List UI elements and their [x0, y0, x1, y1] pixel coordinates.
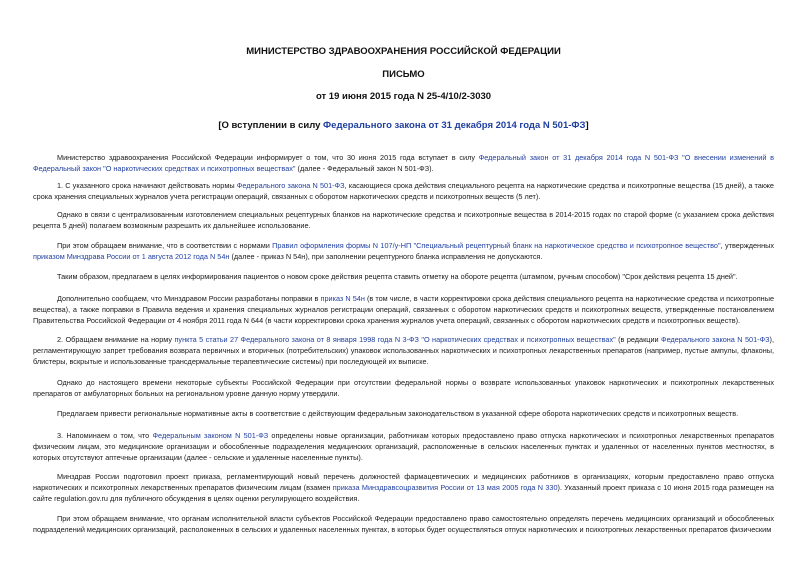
paragraph-text: (далее - приказ N 54н), при заполнении рецептурного бланка исправления не допускаются.	[229, 252, 543, 261]
paragraph-text: При этом обращаем внимание, что в соответствии с нормами	[57, 241, 273, 250]
paragraph-3	[33, 430, 774, 463]
subject-law-link[interactable]: Федерального закона от 31 декабря 2014 года N 501-ФЗ	[323, 120, 586, 131]
document-date-number: от 19 июня 2015 года N 25-4/10/2-3030	[315, 91, 492, 102]
form-107-rules-link[interactable]: Правил оформления формы N 107/у-НП "Специальный рецептурный бланк на наркотическое средство и психотропное вещество"	[272, 241, 721, 250]
ministry-heading: МИНИСТЕРСТВО ЗДРАВООХРАНЕНИЯ РОССИЙСКОЙ ФЕДЕРАЦИИ	[246, 46, 561, 57]
paragraph-regions	[33, 377, 774, 399]
paragraph-text: Предлагаем привести региональные нормативные акты в соответствие с действующим федеральным законодательством в указанной сфере оборота наркотических средств и психотропных веществ.	[57, 409, 739, 418]
paragraph-text: Однако до настоящего времени некоторые субъекты Российской Федерации при отсутствии федеральной нормы о возврате использованных упаковок наркотических и психотропных лекарственных препаратов от амбулаторных больных на региональном уровне данную норму утвердили.	[33, 378, 774, 398]
paragraph-text: (далее - Федеральный закон N 501-ФЗ).	[295, 164, 434, 173]
law-501-fz-link[interactable]: Федерального закона N 501-ФЗ	[661, 335, 770, 344]
law-501-fz-link[interactable]: Федерального закона N 501-ФЗ	[236, 181, 345, 190]
paragraph-text: определены новые организации, работникам которых предоставлено право отпуска наркотических и психотропных лекарственных препаратов физическим лицам, это медицинские организации и обособленные подразделения медицинских организаций, расположенные в сельских населенных пунктах и удаленных от населенных пунктов местностях, в которых отсутствуют аптечные организации (далее - сельские и удаленные населенные пункты).	[33, 431, 774, 462]
paragraph-text: (в редакции	[615, 335, 662, 344]
paragraph-authorities	[33, 513, 774, 535]
paragraph-1	[33, 180, 774, 202]
document-type: ПИСЬМО	[382, 69, 425, 80]
subject-prefix: [О вступлении в силу	[218, 120, 324, 131]
paragraph-2	[33, 334, 774, 367]
paragraph-rules	[33, 240, 774, 262]
paragraph-text: Минздрав России подготовил проект приказа, регламентирующий новый перечень должностей фармацевтических и медицинских работников в организациях, которым предоставлено право отпуска наркотических и психотропных лекарственных препаратов физическим лицам (взамен	[33, 472, 774, 492]
paragraph-text: ). Указанный проект приказа с 10 июня 2015 года размещен на сайте regulation.gov.ru для публичного обсуждения в целях оценки регулирующего воздействия.	[33, 483, 774, 503]
paragraph-text: Однако в связи с централизованным изготовлением специальных рецептурных бланков на наркотические средства и психотропные вещества в 2014-2015 годах по старой форме (с указанием срока действия рецепта 5 дней) полагаем возможным разрешить их дальнейшее использование.	[33, 210, 774, 230]
paragraph-text: ), регламентирующую запрет требования возврата первичных и вторичных (потребительских) упаковок использованных наркотических и психотропных лекарственных препаратов (например, пустые ампулы, флаконы, блистеры, вскрытые и использованные трансдермальные терапевтические системы) при последующей их выписке.	[33, 335, 774, 366]
paragraph-text: (в том числе, в части корректировки срока действия специального рецепта на наркотические средства и психотропные вещества), а также поправки в Правила ведения и хранения специальных журналов регистрации операций, связанных с оборотом наркотических средств и психотропных веществ, утвержденные постановлением Правительства Российской Федерации от 4 ноября 2011 года N 644 (в части корректировки срока хранения журналов учета операций, связанных с оборотом наркотических средств и психотропных веществ).	[33, 294, 775, 325]
paragraph-text: 3. Напоминаем о том, что	[57, 431, 153, 440]
order-54n-link[interactable]: приказом Минздрава России от 1 августа 2012 года N 54н	[33, 252, 230, 261]
law-501-fz-link[interactable]: Федеральным законом N 501-ФЗ	[152, 431, 269, 440]
paragraph-forms	[33, 209, 774, 231]
paragraph-text: 1. С указанного срока начинают действовать нормы	[57, 181, 237, 190]
paragraph-text: Министерство здравоохранения Российской Федерации информирует о том, что 30 июня 2015 года вступает в силу	[57, 153, 479, 162]
paragraph-text: , утвержденных	[720, 241, 775, 250]
document-subject	[0, 120, 807, 131]
paragraph-stamp	[33, 271, 774, 282]
paragraph-text: Дополнительно сообщаем, что Минздравом России разработаны поправки в	[57, 294, 321, 303]
law-3-fz-article-27-link[interactable]: пункта 5 статьи 27 Федерального закона от 8 января 1998 года N 3-ФЗ "О наркотических средствах и психотропных веществах"	[174, 335, 616, 344]
paragraph-text: 2. Обращаем внимание на норму	[57, 335, 175, 344]
paragraph-text: При этом обращаем внимание, что органам исполнительной власти субъектов Российской Федерации предоставлено право самостоятельно определять перечень медицинских организаций и обособленных подразделений медицинских организаций, расположенных в сельских и удаленных населенных пунктах, в которых будет осуществляться отпуск наркотических и психотропных лекарственных препаратов физическим	[33, 514, 774, 534]
paragraph-regional-acts	[33, 408, 774, 419]
law-501-fz-link[interactable]: Федеральный закон от 31 декабря 2014 года N 501-ФЗ "О внесении изменений в Федеральный закон "О наркотических средствах и психотропных веществах"	[33, 153, 775, 173]
paragraph-text: , касающиеся срока действия специального рецепта на наркотические средства и психотропные вещества (15 дней), а также срока хранения специальных журналов учета регистрации операций, связанных с оборотом наркотических средств и психотропных веществ (5 лет).	[33, 181, 774, 201]
order-330-link[interactable]: приказа Минздравсоцразвития России от 13 мая 2005 года N 330	[332, 483, 558, 492]
paragraph-text: Таким образом, предлагаем в целях информирования пациентов о новом сроке действия рецепта ставить отметку на обороте рецепта (штампом, ручным способом) "Срок действия рецепта 15 дней".	[57, 272, 738, 281]
paragraph-amendments	[33, 293, 774, 326]
subject-suffix: ]	[585, 120, 589, 131]
paragraph-intro	[33, 152, 774, 174]
order-54n-link[interactable]: приказ N 54н	[320, 294, 365, 303]
paragraph-draft-order	[33, 471, 774, 504]
